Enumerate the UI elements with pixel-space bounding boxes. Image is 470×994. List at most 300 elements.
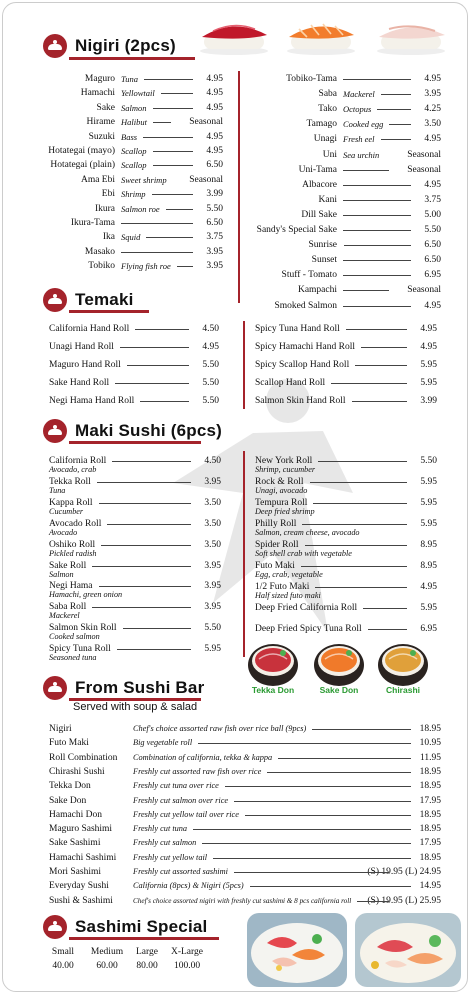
- item-ingredients: Shrimp, cucumber: [255, 465, 316, 474]
- menu-item: [49, 794, 441, 808]
- item-description: Scallop: [121, 160, 147, 171]
- item-ingredients: Unagi, avocado: [255, 486, 308, 495]
- item-name: California Roll: [49, 456, 107, 466]
- leader-line: [343, 215, 411, 216]
- leader-line: [343, 170, 389, 171]
- leader-line: [313, 503, 407, 504]
- item-name: Hotategai (mayo): [48, 146, 115, 156]
- leader-line: [153, 151, 193, 152]
- leader-line: [161, 93, 193, 94]
- item-price: 6.50: [424, 240, 441, 251]
- menu-item: [15, 158, 223, 172]
- item-name: Sake Roll: [49, 560, 87, 571]
- item-price: 4.25: [424, 104, 441, 115]
- leader-line: [310, 482, 407, 483]
- item-name: Spicy Tuna Hand Roll: [255, 324, 340, 334]
- nigiri-header: [43, 32, 176, 60]
- item-price: 4.95: [420, 342, 437, 352]
- item-name: Sandy's Special Sake: [256, 225, 337, 235]
- leader-line: [112, 461, 191, 462]
- sushi-icon: [43, 915, 67, 939]
- item-name: Maguro Hand Roll: [49, 360, 121, 370]
- menu-page: [2, 2, 468, 992]
- item-description: Freshly cut salmon over rice: [133, 795, 229, 805]
- item-name: Tempura Roll: [255, 498, 308, 508]
- item-price: 3.50: [204, 497, 221, 508]
- item-name: Sushi & Sashimi: [49, 895, 113, 906]
- item-ingredients: Soft shell crab with vegetable: [255, 549, 352, 558]
- item-price: 8.95: [420, 561, 437, 571]
- leader-line: [117, 649, 191, 650]
- leader-line: [213, 858, 411, 859]
- leader-line: [99, 586, 191, 587]
- item-description: Freshly cut assorted raw fish over rice: [133, 766, 262, 776]
- item-name: Tobiko: [88, 261, 115, 272]
- leader-line: [343, 230, 411, 231]
- item-name: Negi Hama: [49, 581, 93, 592]
- menu-item: [237, 117, 441, 131]
- leader-line: [99, 503, 191, 504]
- item-description: Salmon: [121, 102, 147, 113]
- leader-line: [343, 260, 411, 261]
- item-name: Spicy Tuna Roll: [49, 644, 111, 655]
- item-description: Yellowtail: [121, 88, 155, 99]
- item-name: Spicy Hamachi Hand Roll: [255, 342, 355, 352]
- menu-item: [15, 259, 223, 273]
- leader-line: [278, 758, 411, 759]
- item-ingredients: Seasoned tuna: [49, 653, 97, 663]
- item-ingredients: Avocado: [49, 527, 78, 537]
- item-name: Hamachi: [80, 88, 115, 99]
- menu-item: [237, 268, 441, 282]
- item-name: Kani: [318, 194, 337, 205]
- leader-line: [312, 729, 411, 730]
- item-description: Fresh eel: [343, 134, 375, 145]
- item-price: 5.95: [420, 519, 437, 529]
- leader-line: [92, 566, 191, 567]
- menu-item: [237, 238, 441, 252]
- leader-line: [318, 461, 407, 462]
- leader-line: [121, 252, 193, 253]
- size-label: X-Large: [170, 947, 203, 957]
- item-name: Negi Hama Hand Roll: [49, 396, 135, 406]
- item-price: 6.50: [206, 160, 223, 171]
- item-price: 18.95: [419, 852, 441, 863]
- leader-line: [355, 365, 407, 366]
- temaki-divider: [243, 321, 245, 409]
- item-name: Albacore: [302, 179, 337, 190]
- item-price: 4.50: [204, 456, 221, 466]
- menu-item: [15, 202, 223, 216]
- menu-item: [49, 865, 441, 879]
- size-label: Small: [51, 947, 75, 957]
- item-description: Freshly cut assorted sashimi: [133, 867, 228, 876]
- bar-title: From Sushi Bar: [75, 678, 205, 697]
- item-price: 8.95: [420, 540, 437, 550]
- menu-item: [49, 376, 219, 390]
- menu-item: [237, 299, 441, 313]
- maki-title: Maki Sushi (6pcs): [75, 421, 222, 440]
- menu-item: [49, 722, 441, 736]
- leader-line: [315, 587, 407, 588]
- item-description: Mackerel: [343, 89, 375, 100]
- leader-line: [346, 329, 407, 330]
- item-name: Sake Don: [49, 795, 87, 806]
- item-name: Spider Roll: [255, 540, 299, 550]
- item-name: Hirame: [86, 117, 115, 128]
- menu-item: [255, 496, 437, 518]
- item-price: 5.95: [420, 498, 437, 508]
- item-name: Tekka Roll: [49, 476, 91, 487]
- item-price: 3.50: [204, 518, 221, 529]
- sushi-icon: [43, 676, 67, 700]
- item-ingredients: Avocado, crab: [49, 465, 97, 474]
- leader-line: [120, 347, 189, 348]
- item-name: Avocado Roll: [49, 518, 102, 529]
- item-description: Sweet shrimp: [121, 174, 167, 185]
- item-name: Rock & Roll: [255, 477, 304, 487]
- menu-item: [237, 253, 441, 267]
- leader-line: [343, 290, 389, 291]
- item-description: Bass: [121, 131, 138, 142]
- menu-item: [237, 193, 441, 207]
- leader-line: [153, 165, 193, 166]
- menu-item: [255, 538, 437, 560]
- item-name: Sunset: [311, 255, 337, 266]
- item-price: 6.95: [424, 270, 441, 281]
- leader-line: [368, 629, 407, 630]
- item-price: 5.50: [420, 456, 437, 466]
- leader-line: [301, 566, 407, 567]
- leader-line: [153, 122, 171, 123]
- menu-item: [15, 144, 223, 158]
- item-price: Seasonal: [189, 174, 223, 185]
- temaki-title: Temaki: [75, 290, 134, 309]
- nigiri-underline: [69, 57, 195, 60]
- menu-item: [49, 454, 221, 476]
- item-name: Everyday Sushi: [49, 881, 109, 892]
- item-name: Tako: [318, 104, 337, 115]
- leader-line: [389, 124, 411, 125]
- item-price: 18.95: [419, 824, 441, 835]
- leader-line: [198, 743, 411, 744]
- temaki-underline: [69, 310, 149, 313]
- item-price: 4.95: [420, 324, 437, 334]
- item-price: 4.95: [206, 102, 223, 113]
- item-price: 4.95: [206, 74, 223, 84]
- item-price: 14.95: [419, 881, 441, 892]
- item-description: Octopus: [343, 104, 372, 115]
- leader-line: [225, 786, 411, 787]
- item-ingredients: Cooked salmon: [49, 632, 100, 642]
- bar-subtitle: Served with soup & salad: [73, 701, 198, 713]
- item-price: 4.95: [206, 131, 223, 142]
- item-name: Chirashi Sushi: [49, 766, 105, 777]
- item-name: Saba Roll: [49, 602, 87, 613]
- item-name: Tobiko-Tama: [286, 74, 337, 84]
- leader-line: [143, 137, 193, 138]
- menu-item: [15, 115, 223, 129]
- item-name: Futo Maki: [255, 561, 295, 571]
- menu-item: [237, 87, 441, 101]
- item-ingredients: Mackerel: [49, 611, 80, 621]
- menu-item: [255, 475, 437, 497]
- item-price: 6.95: [420, 624, 437, 634]
- menu-item: [49, 340, 219, 354]
- menu-item: [237, 208, 441, 222]
- menu-item: [237, 148, 441, 162]
- menu-item: [15, 130, 223, 144]
- size-price: 60.00: [96, 961, 118, 971]
- menu-item: [49, 808, 441, 822]
- item-price: 10.95: [419, 738, 441, 749]
- menu-item: [237, 178, 441, 192]
- menu-item: [237, 132, 441, 146]
- item-price: 3.95: [204, 602, 221, 613]
- menu-item: [255, 394, 437, 408]
- sashimi-underline: [69, 937, 219, 940]
- item-price: 4.50: [202, 324, 219, 334]
- menu-item: [255, 559, 437, 581]
- menu-item: [49, 358, 219, 372]
- item-name: Futo Maki: [49, 738, 89, 749]
- item-name: Nigiri: [49, 724, 72, 734]
- menu-item: [255, 580, 437, 602]
- item-price: 5.50: [204, 623, 221, 634]
- item-name: Smoked Salmon: [274, 300, 337, 311]
- item-price: 5.95: [420, 378, 437, 388]
- don-bowl-photo: [247, 639, 299, 687]
- leader-line: [377, 109, 411, 110]
- item-name: Dill Sake: [301, 209, 337, 220]
- size-price: 80.00: [136, 961, 158, 971]
- item-price: 5.95: [420, 477, 437, 487]
- menu-item: [237, 72, 441, 86]
- leader-line: [381, 94, 411, 95]
- leader-line: [107, 524, 191, 525]
- don-bowl-photo: [377, 639, 429, 687]
- size-price: 40.00: [52, 961, 74, 971]
- leader-line: [331, 383, 407, 384]
- item-price: 5.50: [424, 225, 441, 235]
- size-label: Medium: [90, 947, 124, 957]
- item-price: 4.95: [424, 300, 441, 311]
- leader-line: [343, 306, 411, 307]
- item-price: 4.95: [424, 134, 441, 145]
- item-price: 5.95: [420, 360, 437, 370]
- item-name: Deep Fried Spicy Tuna Roll: [255, 624, 362, 634]
- item-name: Philly Roll: [255, 519, 297, 529]
- item-description: Salmon roe: [121, 203, 160, 214]
- item-name: Ebi: [101, 189, 115, 200]
- item-price: 3.95: [204, 560, 221, 571]
- item-name: Ama Ebi: [80, 174, 115, 185]
- menu-item: [255, 358, 437, 372]
- item-price: 4.95: [420, 582, 437, 592]
- menu-item: [49, 851, 441, 865]
- item-name: Unagi Hand Roll: [49, 342, 114, 352]
- item-ingredients: Hamachi, green onion: [49, 590, 123, 600]
- menu-item: [15, 101, 223, 115]
- menu-item: [49, 600, 221, 622]
- item-name: Sake: [96, 102, 115, 113]
- item-price: 3.95: [206, 246, 223, 257]
- item-name: Tekka Don: [49, 781, 91, 792]
- item-price: 18.95: [419, 781, 441, 792]
- menu-item: [49, 642, 221, 664]
- menu-item: [49, 779, 441, 793]
- menu-item: [255, 376, 437, 390]
- item-ingredients: Salmon, cream cheese, avocado: [255, 528, 360, 537]
- bowl-label: Sake Don: [319, 685, 359, 695]
- item-description: Freshly cut tuna: [133, 824, 188, 834]
- item-price: 18.95: [419, 724, 441, 734]
- item-name: Tamago: [306, 119, 337, 130]
- menu-item: [15, 86, 223, 100]
- item-name: Uni: [322, 149, 337, 160]
- menu-item: [255, 601, 437, 623]
- item-description: Cooked egg: [343, 119, 384, 130]
- menu-item: [49, 559, 221, 581]
- item-ingredients: Deep fried shrimp: [255, 507, 315, 516]
- item-price: 11.95: [419, 752, 441, 763]
- item-description: Freshly cut tuna over rice: [133, 781, 219, 791]
- leader-line: [177, 266, 193, 267]
- menu-item: [15, 230, 223, 244]
- leader-line: [343, 185, 411, 186]
- leader-line: [250, 886, 411, 887]
- leader-line: [135, 329, 189, 330]
- item-price: 5.00: [424, 209, 441, 220]
- item-price: 3.50: [204, 539, 221, 550]
- sashimi-platter-photo: [247, 913, 347, 987]
- leader-line: [101, 545, 191, 546]
- item-ingredients: Salmon: [49, 569, 74, 579]
- leader-line: [144, 79, 193, 80]
- item-name: Roll Combination: [49, 752, 118, 763]
- item-price: Seasonal: [407, 149, 441, 160]
- item-name: Sake Sashimi: [49, 838, 101, 849]
- menu-item: [49, 496, 221, 518]
- item-description: Tuna: [121, 74, 139, 84]
- item-price: 4.95: [424, 179, 441, 190]
- item-name: Saba: [318, 89, 337, 100]
- item-ingredients: Pickled radish: [49, 548, 97, 558]
- item-description: Freshly cut salmon: [133, 838, 197, 848]
- menu-item: [49, 621, 221, 643]
- item-name: Unagi: [313, 134, 337, 145]
- item-price: 5.50: [202, 360, 219, 370]
- item-description: Combination of california, tekka & kappa: [133, 752, 273, 762]
- item-name: Stuff - Tomato: [281, 270, 337, 281]
- item-price: 3.95: [424, 89, 441, 100]
- menu-item: [255, 322, 437, 336]
- item-description: Freshly cut yellow tail: [133, 852, 208, 862]
- menu-item: [15, 216, 223, 230]
- leader-line: [127, 365, 189, 366]
- menu-item: [49, 765, 441, 779]
- item-price: 17.95: [419, 795, 441, 806]
- item-name: Hamachi Sashimi: [49, 852, 117, 863]
- sushi-icon: [43, 34, 67, 58]
- item-price: 3.75: [206, 232, 223, 243]
- item-description: Chef's choice assorted raw fish over rice ball (9pcs): [133, 724, 307, 733]
- item-description: Big vegetable roll: [133, 738, 193, 748]
- item-name: New York Roll: [255, 456, 313, 466]
- leader-line: [152, 194, 193, 195]
- leader-line: [267, 772, 411, 773]
- item-name: Scallop Hand Roll: [255, 378, 326, 388]
- item-price: 3.99: [206, 189, 223, 200]
- leader-line: [302, 524, 407, 525]
- item-price: 3.50: [424, 119, 441, 130]
- item-price: 5.95: [204, 644, 221, 655]
- item-name: Ikura-Tama: [70, 218, 115, 228]
- item-price: 17.95: [419, 838, 441, 849]
- item-name: Maguro: [84, 74, 115, 84]
- leader-line: [193, 829, 411, 830]
- item-description: Scallop: [121, 146, 147, 156]
- item-price: 3.95: [204, 476, 221, 487]
- leader-line: [343, 79, 411, 80]
- leader-line: [140, 401, 189, 402]
- menu-item: [49, 822, 441, 836]
- item-description: California (8pcs) & Nigiri (5pcs): [133, 881, 244, 891]
- menu-item: [15, 187, 223, 201]
- item-description: Sea urchin: [343, 149, 380, 160]
- item-description: Chef's choice assorted nigiri with freshly cut sashimi & 8 pcs california roll: [133, 896, 352, 905]
- sashimi-title: Sashimi Special: [75, 917, 208, 936]
- item-price: 5.50: [206, 203, 223, 214]
- leader-line: [202, 843, 411, 844]
- item-price: 5.50: [202, 378, 219, 388]
- bowl-label: Tekka Don: [251, 685, 295, 695]
- item-description: Halibut: [121, 117, 147, 128]
- leader-line: [115, 383, 189, 384]
- item-price: 4.95: [202, 342, 219, 352]
- leader-line: [305, 545, 407, 546]
- item-price: 3.99: [420, 396, 437, 406]
- menu-item: [237, 223, 441, 237]
- item-price: (S) 19.95 (L) 24.95: [367, 867, 441, 877]
- nigiri-photo: [199, 15, 463, 57]
- item-name: Hamachi Don: [49, 809, 103, 820]
- bowl-label: Chirashi: [385, 685, 420, 695]
- item-ingredients: Tuna: [49, 485, 66, 495]
- leader-line: [363, 608, 407, 609]
- leader-line: [357, 901, 389, 902]
- menu-item: [15, 245, 223, 259]
- item-name: Spicy Scallop Hand Roll: [255, 360, 350, 370]
- item-name: Sunrise: [308, 240, 337, 251]
- item-name: Uni-Tama: [298, 164, 337, 175]
- menu-item: [15, 173, 223, 187]
- leader-line: [344, 245, 411, 246]
- item-name: Sake Hand Roll: [49, 378, 110, 388]
- item-price: (S) 19.95 (L) 25.95: [367, 895, 441, 906]
- menu-item: [49, 538, 221, 560]
- item-name: Maguro Sashimi: [49, 824, 113, 835]
- item-name: Oshiko Roll: [49, 539, 96, 550]
- leader-line: [92, 607, 191, 608]
- menu-item: [49, 736, 441, 750]
- item-price: 3.75: [424, 194, 441, 205]
- item-name: Suzuki: [88, 131, 115, 142]
- nigiri-title: Nigiri (2pcs): [75, 36, 176, 55]
- item-name: California Hand Roll: [49, 324, 130, 334]
- item-description: Freshly cut yellow tail over rice: [133, 809, 239, 819]
- leader-line: [361, 347, 407, 348]
